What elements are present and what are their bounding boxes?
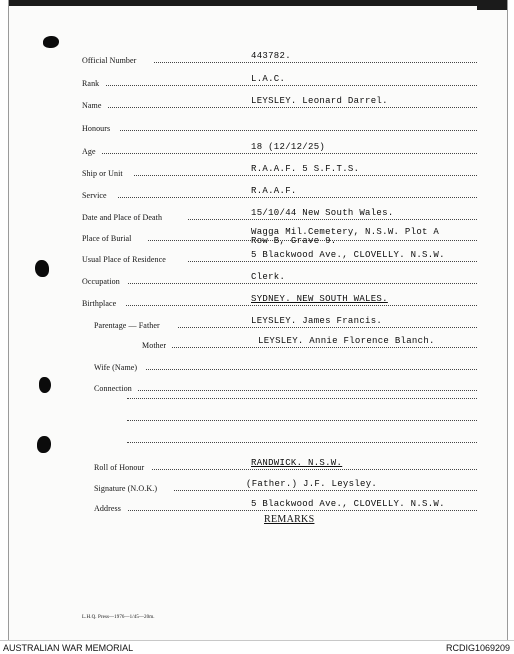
field-date-place-of-death <box>82 206 477 222</box>
print-note: L.H.Q. Press—1976—1/45—20m. <box>82 615 155 620</box>
field-honours <box>82 117 477 133</box>
field-birthplace <box>82 292 477 308</box>
field-label: Official Number <box>82 56 137 65</box>
field-wife-name <box>82 356 477 372</box>
field-value: 18 (12/12/25) <box>251 142 326 152</box>
field-roll-of-honour <box>82 456 477 472</box>
field-value: 443782. <box>251 51 291 61</box>
field-label: Name <box>82 101 102 110</box>
connection-line <box>127 442 477 443</box>
field-label: Age <box>82 147 96 156</box>
punch-hole <box>35 260 49 277</box>
field-label: Occupation <box>82 277 120 286</box>
field-value: 5 Blackwood Ave., CLOVELLY. N.S.W. <box>251 499 445 509</box>
record-id: RCDIG1069209 <box>445 643 510 653</box>
field-value: R.A.A.F. <box>251 186 297 196</box>
field-signature-nok <box>82 477 477 493</box>
field-value: LEYSLEY. Annie Florence Blanch. <box>258 336 435 346</box>
field-value-continued: Row B, Grave 9. <box>251 236 337 246</box>
remarks-heading: REMARKS <box>264 514 315 525</box>
field-name <box>82 94 477 110</box>
connection-line <box>127 398 477 399</box>
archive-name: AUSTRALIAN WAR MEMORIAL <box>3 643 134 653</box>
field-service <box>82 184 477 200</box>
record-card <box>8 0 508 640</box>
scan-edge <box>9 0 507 6</box>
field-parentage-mother <box>82 334 477 350</box>
field-rank <box>82 72 477 88</box>
field-value: 15/10/44 New South Wales. <box>251 208 394 218</box>
field-label: Connection <box>94 384 132 393</box>
archive-footer <box>0 640 514 654</box>
scan-edge-corner <box>477 0 507 10</box>
field-value: L.A.C. <box>251 74 286 84</box>
field-label: Parentage — Father <box>94 321 160 330</box>
punch-hole <box>39 377 51 393</box>
field-label: Honours <box>82 124 111 133</box>
field-label: Birthplace <box>82 299 117 308</box>
field-ship-or-unit <box>82 162 477 178</box>
field-label: Place of Burial <box>82 234 132 243</box>
field-value: (Father.) J.F. Leysley. <box>246 479 378 489</box>
field-label: Date and Place of Death <box>82 213 163 222</box>
field-label: Ship or Unit <box>82 169 123 178</box>
field-label: Usual Place of Residence <box>82 255 166 264</box>
field-value: LEYSLEY. Leonard Darrel. <box>251 96 388 106</box>
field-place-of-burial <box>82 227 477 246</box>
field-official-number <box>82 49 477 65</box>
field-label: Roll of Honour <box>94 463 145 472</box>
connection-line <box>127 420 477 421</box>
field-connection <box>82 377 477 393</box>
field-value: SYDNEY. NEW SOUTH WALES. <box>251 294 388 304</box>
field-value: RANDWICK. N.S.W. <box>251 458 343 468</box>
field-value: R.A.A.F. 5 S.F.T.S. <box>251 164 360 174</box>
field-label: Service <box>82 191 107 200</box>
field-address <box>82 497 477 513</box>
field-value: Clerk. <box>251 272 286 282</box>
field-value: 5 Blackwood Ave., CLOVELLY. N.S.W. <box>251 250 445 260</box>
field-label: Address <box>94 504 121 513</box>
field-occupation <box>82 270 477 286</box>
field-label: Rank <box>82 79 100 88</box>
field-usual-residence <box>82 248 477 264</box>
field-value: LEYSLEY. James Francis. <box>251 316 383 326</box>
field-label: Mother <box>142 341 167 350</box>
field-parentage-father <box>82 314 477 330</box>
field-label: Signature (N.O.K.) <box>94 484 158 493</box>
field-age <box>82 140 477 156</box>
field-value: Wagga Mil.Cemetery, N.S.W. Plot A <box>251 227 440 237</box>
field-label: Wife (Name) <box>94 363 138 372</box>
punch-hole <box>37 436 51 453</box>
punch-hole <box>43 36 59 48</box>
